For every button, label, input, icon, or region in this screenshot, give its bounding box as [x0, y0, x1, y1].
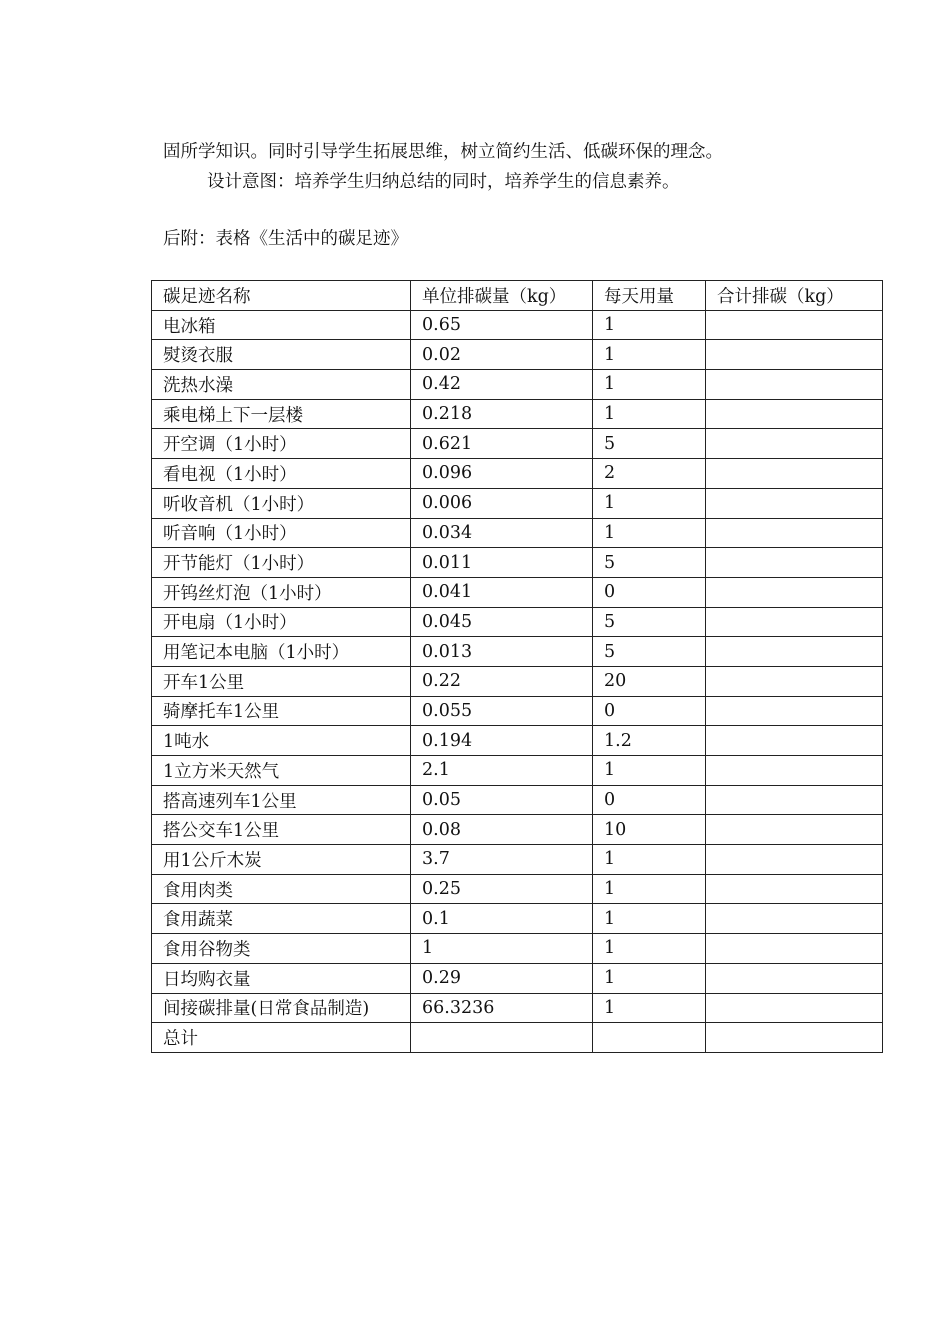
table-row	[152, 399, 883, 429]
cell-daily-usage: 5	[593, 637, 706, 667]
cell-unit-emission: 66.3236	[411, 993, 593, 1023]
cell-daily-usage: 0	[593, 577, 706, 607]
cell-footprint-name: 用笔记本电脑（1小时）	[152, 637, 411, 667]
cell-total-emission	[706, 993, 883, 1023]
table-row	[152, 696, 883, 726]
cell-total-emission	[706, 756, 883, 786]
table-row	[152, 518, 883, 548]
cell-unit-emission: 0.041	[411, 577, 593, 607]
table-row	[152, 1023, 883, 1053]
cell-daily-usage: 1	[593, 756, 706, 786]
cell-total-emission	[706, 666, 883, 696]
cell-total-emission	[706, 963, 883, 993]
cell-unit-emission: 0.096	[411, 459, 593, 489]
cell-footprint-name: 乘电梯上下一层楼	[152, 399, 411, 429]
cell-footprint-name: 开空调（1小时）	[152, 429, 411, 459]
cell-daily-usage: 1	[593, 993, 706, 1023]
intro-paragraph-1: 固所学知识。同时引导学生拓展思维，树立简约生活、低碳环保的理念。	[163, 142, 723, 162]
cell-unit-emission: 0.194	[411, 726, 593, 756]
cell-total-emission	[706, 726, 883, 756]
table-row	[152, 548, 883, 578]
table-row	[152, 340, 883, 370]
cell-footprint-name: 食用肉类	[152, 874, 411, 904]
cell-daily-usage: 0	[593, 785, 706, 815]
cell-unit-emission: 0.05	[411, 785, 593, 815]
table-row	[152, 993, 883, 1023]
cell-unit-emission: 0.055	[411, 696, 593, 726]
cell-unit-emission: 0.006	[411, 488, 593, 518]
cell-total-emission	[706, 815, 883, 845]
cell-unit-emission: 3.7	[411, 845, 593, 875]
table-row	[152, 785, 883, 815]
cell-total-emission	[706, 607, 883, 637]
cell-daily-usage: 5	[593, 548, 706, 578]
cell-total-emission	[706, 696, 883, 726]
cell-total-emission	[706, 577, 883, 607]
cell-total-emission	[706, 904, 883, 934]
cell-footprint-name: 食用蔬菜	[152, 904, 411, 934]
table-body	[152, 310, 883, 1052]
cell-daily-usage: 10	[593, 815, 706, 845]
cell-footprint-name: 洗热水澡	[152, 370, 411, 400]
header-footprint-name: 碳足迹名称	[152, 281, 411, 311]
table-row	[152, 904, 883, 934]
header-unit-emission: 单位排碳量（kg）	[411, 281, 593, 311]
cell-total-emission	[706, 934, 883, 964]
cell-daily-usage: 1	[593, 340, 706, 370]
cell-unit-emission: 0.29	[411, 963, 593, 993]
cell-footprint-name: 骑摩托车1公里	[152, 696, 411, 726]
intro-paragraph-design-intent: 设计意图：培养学生归纳总结的同时，培养学生的信息素养。	[207, 172, 680, 192]
cell-unit-emission: 0.045	[411, 607, 593, 637]
cell-total-emission	[706, 548, 883, 578]
cell-footprint-name: 搭公交车1公里	[152, 815, 411, 845]
cell-footprint-name: 用1公斤木炭	[152, 845, 411, 875]
cell-footprint-name: 开钨丝灯泡（1小时）	[152, 577, 411, 607]
table-row	[152, 666, 883, 696]
cell-footprint-name: 听收音机（1小时）	[152, 488, 411, 518]
cell-unit-emission: 0.65	[411, 310, 593, 340]
cell-daily-usage: 1	[593, 934, 706, 964]
cell-unit-emission: 2.1	[411, 756, 593, 786]
cell-footprint-name: 日均购衣量	[152, 963, 411, 993]
cell-daily-usage: 1	[593, 370, 706, 400]
cell-unit-emission: 0.08	[411, 815, 593, 845]
cell-total-emission	[706, 310, 883, 340]
cell-daily-usage: 2	[593, 459, 706, 489]
cell-footprint-name: 间接碳排量(日常食品制造)	[152, 993, 411, 1023]
cell-daily-usage: 1	[593, 488, 706, 518]
carbon-footprint-table	[151, 280, 883, 1053]
table-row	[152, 459, 883, 489]
cell-unit-emission: 0.034	[411, 518, 593, 548]
cell-total-emission	[706, 637, 883, 667]
table-row	[152, 637, 883, 667]
table-row	[152, 845, 883, 875]
cell-daily-usage: 20	[593, 666, 706, 696]
cell-footprint-name: 电冰箱	[152, 310, 411, 340]
table-row	[152, 488, 883, 518]
cell-footprint-name: 听音响（1小时）	[152, 518, 411, 548]
cell-unit-emission: 0.25	[411, 874, 593, 904]
cell-total-emission	[706, 1023, 883, 1053]
cell-total-emission	[706, 399, 883, 429]
table-row	[152, 815, 883, 845]
cell-daily-usage	[593, 1023, 706, 1053]
cell-daily-usage: 1	[593, 845, 706, 875]
cell-unit-emission: 0.011	[411, 548, 593, 578]
cell-total-emission	[706, 518, 883, 548]
cell-daily-usage: 0	[593, 696, 706, 726]
cell-daily-usage: 1	[593, 399, 706, 429]
cell-footprint-name: 1吨水	[152, 726, 411, 756]
table-row	[152, 310, 883, 340]
cell-footprint-name: 熨烫衣服	[152, 340, 411, 370]
cell-total-emission	[706, 370, 883, 400]
cell-total-emission	[706, 845, 883, 875]
cell-daily-usage: 1	[593, 963, 706, 993]
cell-unit-emission: 1	[411, 934, 593, 964]
table-row	[152, 607, 883, 637]
cell-unit-emission: 0.02	[411, 340, 593, 370]
table-header-row	[152, 281, 883, 311]
cell-footprint-name: 食用谷物类	[152, 934, 411, 964]
cell-footprint-name: 开节能灯（1小时）	[152, 548, 411, 578]
cell-daily-usage: 1	[593, 904, 706, 934]
cell-daily-usage: 1	[593, 518, 706, 548]
header-daily-usage: 每天用量	[593, 281, 706, 311]
cell-footprint-name: 开电扇（1小时）	[152, 607, 411, 637]
table-caption: 后附：表格《生活中的碳足迹》	[163, 229, 408, 249]
cell-unit-emission	[411, 1023, 593, 1053]
cell-footprint-name: 1立方米天然气	[152, 756, 411, 786]
cell-daily-usage: 1	[593, 874, 706, 904]
table-row	[152, 370, 883, 400]
table-row	[152, 577, 883, 607]
cell-total-emission	[706, 874, 883, 904]
cell-unit-emission: 0.621	[411, 429, 593, 459]
header-total-emission: 合计排碳（kg）	[706, 281, 883, 311]
cell-daily-usage: 5	[593, 429, 706, 459]
cell-total-emission	[706, 459, 883, 489]
table-row	[152, 429, 883, 459]
cell-total-emission	[706, 488, 883, 518]
cell-unit-emission: 0.42	[411, 370, 593, 400]
table-row	[152, 726, 883, 756]
cell-unit-emission: 0.218	[411, 399, 593, 429]
cell-footprint-name: 开车1公里	[152, 666, 411, 696]
cell-total-emission	[706, 429, 883, 459]
table-row	[152, 874, 883, 904]
cell-footprint-name: 总计	[152, 1023, 411, 1053]
table-row	[152, 756, 883, 786]
cell-daily-usage: 1.2	[593, 726, 706, 756]
cell-total-emission	[706, 340, 883, 370]
table-row	[152, 963, 883, 993]
table-row	[152, 934, 883, 964]
cell-daily-usage: 1	[593, 310, 706, 340]
cell-unit-emission: 0.1	[411, 904, 593, 934]
cell-footprint-name: 搭高速列车1公里	[152, 785, 411, 815]
cell-total-emission	[706, 785, 883, 815]
cell-daily-usage: 5	[593, 607, 706, 637]
cell-unit-emission: 0.013	[411, 637, 593, 667]
cell-unit-emission: 0.22	[411, 666, 593, 696]
cell-footprint-name: 看电视（1小时）	[152, 459, 411, 489]
